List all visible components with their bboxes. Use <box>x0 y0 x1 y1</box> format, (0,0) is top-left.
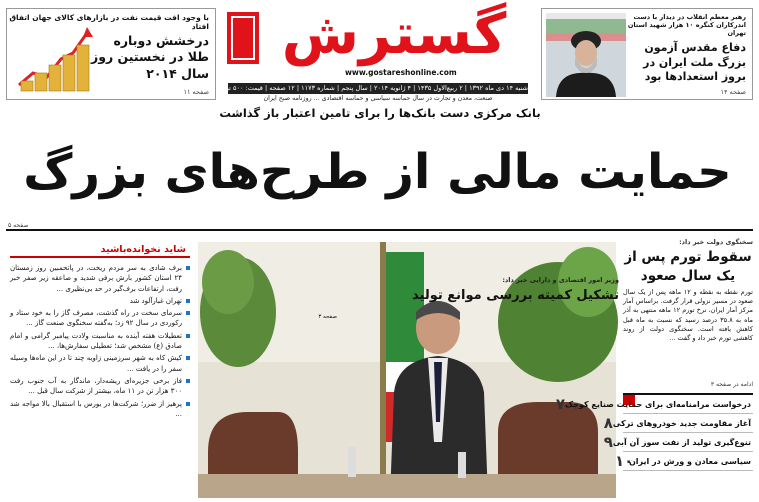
brief-item[interactable]: کیش کاه به شهر سرزمینی زاویه چند تا در این ماه‌ها وسیله سفر را در یافت ... <box>10 353 190 374</box>
website-url[interactable]: www.gostareshonline.com <box>345 68 457 77</box>
brief-item[interactable]: فاز برخی جزیره‌ای ریشه‌دار، ماندگار به آب جنوب رفت ۳۰۰ هزار تن در ۱۱ ماه، بیشتر از شرکت سال قبل ... <box>10 376 190 397</box>
index-item-number: ۱۰ <box>614 452 634 470</box>
lead-page-reference: صفحه ۵ <box>8 222 29 229</box>
story-body: تورم نقطه به نقطه و ۱۲ ماهه پس از یک سال صعود در مسیر نزولی قرار گرفت. براساس آمار مرکز آمار ایران، نرخ تورم ۱۲ ماهه منتهی به آذر ماه به ۳۵.۸ درصد رسید که نسبت به ماه قبل کاهش یافته است. سخنگوی دولت از روند کاهشی تورم خبر داد و گفت ... <box>623 288 753 343</box>
index-item[interactable] <box>555 395 753 414</box>
index-item-text: آغاز مقاومت جدید خودروهای ترکی <box>612 418 751 428</box>
index-item-number: ۹ <box>603 433 613 451</box>
divider-rule <box>6 229 753 231</box>
brief-item[interactable]: تعطیلات هفته آینده به مناسبت ولادت پیامبر گرامی و امام صادق (ع) مشخص شد؛ تعطیلی سفارش‌ها، ... <box>10 331 190 352</box>
headline-index-list <box>555 393 753 471</box>
brief-item[interactable]: برف شادی به سر مردم ریخت، در پاتحمبین روز زمستان ۲۴ استان کشور بارش برفی شدید و صاعقه زیر صفر خبر رفت، ارتفاعات برف‌گیر در حد بی‌نظیری ... <box>10 263 190 294</box>
index-item-number: ۸ <box>603 414 613 432</box>
promo-headline[interactable]: درخشش دوباره طلا در نخستین روز سال ۲۰۱۴ <box>91 33 209 81</box>
photo-kicker: وزیر امور اقتصادی و دارایی خبر داد: <box>502 276 619 284</box>
emblem-logo <box>227 12 259 64</box>
index-item-number: ۷ <box>555 395 565 413</box>
promo-headline[interactable]: دفاع مقدس آزمون بزرگ ملت ایران در بروز استعدادها بود <box>643 41 746 84</box>
briefs-column-title: شاید نخوانده‌باشید <box>10 243 190 258</box>
masthead <box>225 4 530 82</box>
page-reference: صفحه ۱۱ <box>183 88 209 96</box>
index-item[interactable] <box>603 433 753 452</box>
brief-item[interactable]: سرمای سخت در راه گذشت، مصرف گاز را به خود ستاد و رکوردی در سال ۹۲ زد؛ به‌گفته سخنگوی صنعت گاز ... <box>10 308 190 329</box>
story-kicker: سخنگوی دولت خبر داد: <box>679 238 753 246</box>
brief-item[interactable]: تهران غبارآلود شد <box>10 296 190 306</box>
promo-gold[interactable] <box>6 8 216 100</box>
newspaper-logo[interactable]: گسترش <box>281 2 507 67</box>
index-item[interactable] <box>603 414 753 433</box>
story-page-reference: ادامه در صفحه ۳ <box>710 381 753 388</box>
lead-subhead: بانک مرکزی دست بانک‌ها را برای تامین اعتبار باز گذاشت <box>219 106 541 120</box>
photo-caption[interactable]: تشکیل کمیته بررسی موانع تولید <box>412 288 619 303</box>
promo-leader[interactable] <box>541 8 753 100</box>
promo-kicker: با وجود افت قیمت نفت در بازارهای کالای جهان اتفاق افتاد <box>9 13 209 31</box>
briefs-column <box>10 243 190 498</box>
photo-page-reference: صفحه ۳ <box>318 314 337 320</box>
index-item[interactable] <box>614 452 753 471</box>
promo-kicker: رهبر معظم انقلاب در دیدار با دست اندرکاران کنگره ۱۰ هزار شهید استان تهران <box>627 13 746 38</box>
index-item-text: سیاسی معادن و ورش در ایران <box>628 456 751 466</box>
index-item-text: درخواست مرامنامه‌ای برای حمایت صنایع کوچک <box>564 399 751 409</box>
story-headline[interactable]: سقوط تورم پس از یک سال صعود <box>624 249 752 284</box>
slogan-line: صنعت، معدن و تجارت در سال حماسه سیاسی و حماسه اقتصادی ... روزنامه صبح ایران <box>263 95 493 102</box>
lead-headline[interactable]: حمایت مالی از طرح‌های بزرگ <box>23 144 732 200</box>
page-reference: صفحه ۱۴ <box>720 88 746 96</box>
index-item-text: تنوع‌گیری تولید از نفت سوز آن آبی <box>612 437 751 447</box>
leader-portrait-image <box>546 13 626 97</box>
brief-item[interactable]: پرهیز از ضرر؛ شرکت‌ها در بورس با استقبال بالا مواجه شد ... <box>10 399 190 420</box>
issue-info-bar: شنبه ۱۴ دی ماه ۱۳۹۲ | ۲ ربیع‌الاول ۱۴۳۵ | ۴ ژانویه ۲۰۱۴ | سال پنجم | شماره ۱۱۷۳ | ۱۲ صفحه | قیمت: ۵۰۰ تومان <box>215 84 528 92</box>
